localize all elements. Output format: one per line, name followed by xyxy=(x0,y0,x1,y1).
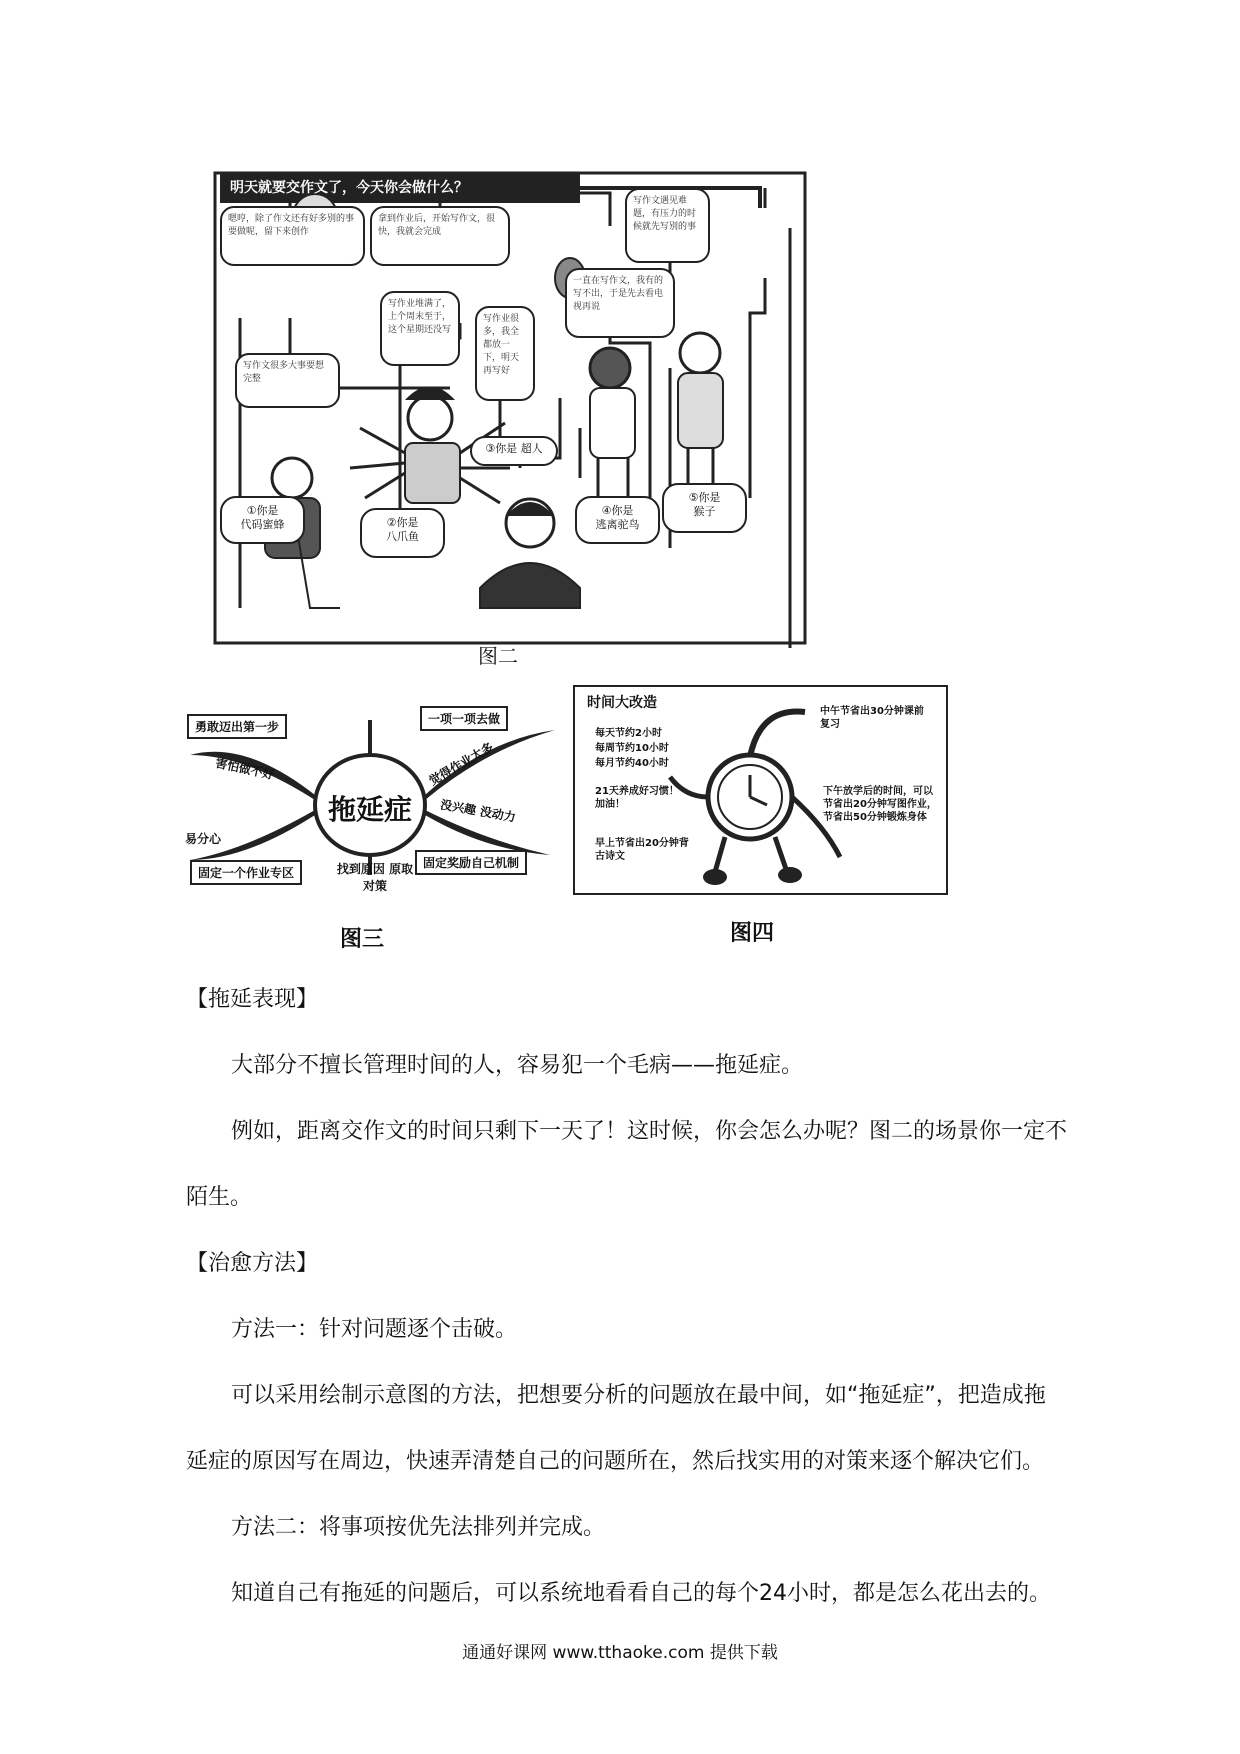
bubble-5-name: 猴子 xyxy=(693,505,716,518)
bubble-2-num: ② xyxy=(386,516,397,529)
heading-procrastination-symptoms: 【拖延表现】 xyxy=(186,987,319,1012)
bubble-5-type: 你是 xyxy=(698,491,721,504)
figure-4-afternoon: 下午放学后的时间，可以节省出20分钟写图作业，节省出50分钟锻炼身体 xyxy=(823,786,937,823)
figure-2-bubble-5 xyxy=(662,483,747,533)
figure-3-caption: 图三 xyxy=(340,927,385,952)
figure-2-box-f: 一直在写作文，我有的写不出，于是先去看电视再说 xyxy=(565,268,675,338)
bubble-2-name: 八爪鱼 xyxy=(386,530,419,543)
figure-4-goal: 21天养成好习惯！加油！ xyxy=(595,786,679,810)
bubble-2-type: 你是 xyxy=(396,516,419,529)
figure-3-bottom-left: 固定一个作业专区 xyxy=(190,860,302,885)
bubble-4-type: 你是 xyxy=(611,504,634,517)
figure-4-left-line-1: 每天节约2小时 xyxy=(595,728,662,739)
figure-3-left-lower: 易分心 xyxy=(185,832,222,846)
figure-2-box-c: 写作文很多大事要想完整 xyxy=(235,353,340,408)
figure-3-right-upper: 觉得作业太多 xyxy=(426,739,496,788)
figure-4-morning: 早上节省出20分钟背古诗文 xyxy=(595,838,689,862)
heading-cure-methods: 【治愈方法】 xyxy=(186,1251,319,1276)
paragraph-1: 大部分不擅长管理时间的人，容易犯一个毛病——拖延症。 xyxy=(231,1053,804,1078)
figure-3-center: 拖延症 xyxy=(327,793,412,826)
figure-3-top-right: 一项一项去做 xyxy=(420,706,508,731)
figure-3 xyxy=(185,700,555,910)
figure-3-right-lower: 没兴趣 没动力 xyxy=(439,797,517,825)
method-1: 方法一：针对问题逐个击破。 xyxy=(231,1317,518,1342)
figure-4-title: 时间大改造 xyxy=(587,695,657,711)
figure-2-bubble-4 xyxy=(575,496,660,544)
bubble-3-name: 超人 xyxy=(520,442,543,455)
bubble-3-type: 你是 xyxy=(495,442,518,455)
bubble-1-num: ① xyxy=(246,504,257,517)
figure-4 xyxy=(573,685,948,895)
figure-2-box-e: 写作业很多，我全都放一下，明天再写好 xyxy=(475,306,535,401)
figure-2-box-b: 拿到作业后，开始写作文，很快，我就会完成 xyxy=(370,206,510,266)
figure-2-box-a: 嗯哼，除了作文还有好多别的事要做呢，留下来创作 xyxy=(220,206,365,266)
figure-4-caption: 图四 xyxy=(730,921,775,946)
figure-3-left-upper: 害怕做不好 xyxy=(214,755,276,783)
figure-4-noon: 中午节省出30分钟课前复习 xyxy=(820,706,924,730)
bubble-4-name: 逃离驼鸟 xyxy=(595,518,640,531)
footer-watermark: 通通好课网 www.tthaoke.com 提供下载 xyxy=(462,1643,778,1663)
figure-2-bubble-3 xyxy=(470,436,558,466)
figure-2-box-h: 写作文遇见难题，有压力的时候就先写别的事 xyxy=(625,188,710,263)
figure-3-bottom-mid: 找到原因 原取对策 xyxy=(336,862,414,893)
bubble-3-num: ③ xyxy=(485,442,496,455)
figure-2-bubble-2 xyxy=(360,508,445,558)
paragraph-4: 知道自己有拖延的问题后，可以系统地看看自己的每个24小时，都是怎么花出去的。 xyxy=(231,1581,1051,1606)
bubble-5-num: ⑤ xyxy=(688,491,699,504)
paragraph-2-line-1: 例如，距离交作文的时间只剩下一天了！这时候，你会怎么办呢？图二的场景你一定不 xyxy=(231,1119,1068,1144)
figure-4-left-line-3: 每月节约40小时 xyxy=(595,758,669,769)
figure-2-bubble-1 xyxy=(220,496,305,544)
figure-2 xyxy=(200,168,820,648)
bubble-4-num: ④ xyxy=(601,504,612,517)
bubble-1-type: 你是 xyxy=(256,504,279,517)
figure-2-box-d: 写作业堆满了，上个周末至于，这个星期还没写 xyxy=(380,291,460,366)
figure-3-top-left: 勇敢迈出第一步 xyxy=(187,714,287,739)
method-2: 方法二：将事项按优先法排列并完成。 xyxy=(231,1515,606,1540)
paragraph-3-line-1: 可以采用绘制示意图的方法，把想要分析的问题放在最中间，如“拖延症”，把造成拖 xyxy=(231,1383,1046,1408)
figure-2-caption: 图二 xyxy=(478,644,518,668)
figure-4-left-line-2: 每周节约10小时 xyxy=(595,743,669,754)
paragraph-3-line-2: 延症的原因写在周边，快速弄清楚自己的问题所在，然后找实用的对策来逐个解决它们。 xyxy=(186,1449,1045,1474)
bubble-1-name: 代码蜜蜂 xyxy=(240,518,285,531)
paragraph-2-line-2: 陌生。 xyxy=(186,1185,253,1210)
figure-2-banner: 明天就要交作文了，今天你会做什么？ xyxy=(230,180,468,196)
figure-3-bottom-right: 固定奖励自己机制 xyxy=(415,850,527,875)
